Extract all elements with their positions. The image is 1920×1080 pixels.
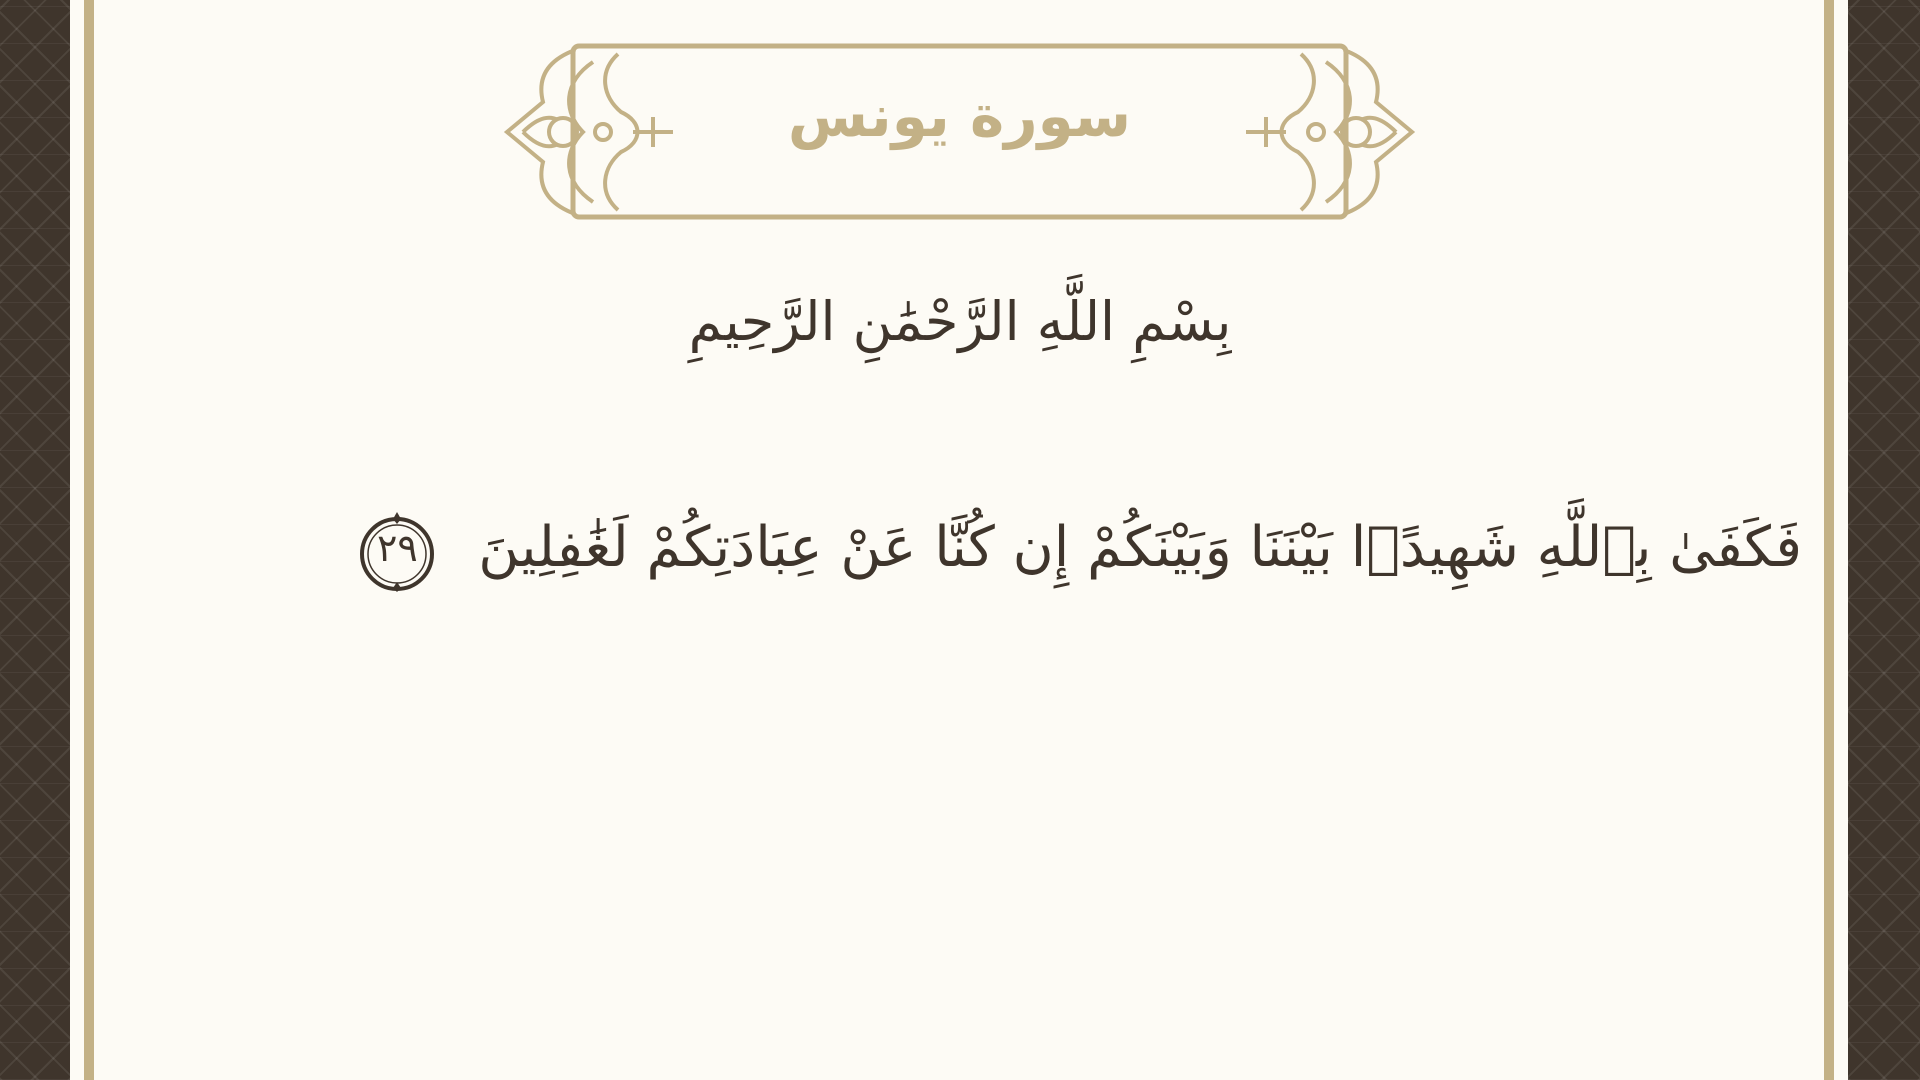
basmala: بِسْمِ اللَّهِ الرَّحْمَٰنِ الرَّحِيمِ [688, 290, 1232, 353]
right-decorative-border [1848, 0, 1920, 1080]
surah-title: سورة يونس [787, 82, 1132, 150]
right-gold-rule [1824, 0, 1834, 1080]
verse-line [320, 510, 1802, 592]
left-decorative-border [0, 0, 70, 1080]
left-gold-rule [84, 0, 94, 1080]
verse-number-marker [356, 510, 438, 592]
verse-number: ٢٩ [376, 526, 418, 570]
surah-title-cartouche [503, 42, 1416, 222]
verse-text: فَكَفَىٰ بِٱللَّهِ شَهِيدًۢا بَيْنَنَا وَبَيْنَكُمْ إِن كُنَّا عَنْ عِبَادَتِكُمْ لَغَٰفِلِينَ [478, 515, 1802, 581]
